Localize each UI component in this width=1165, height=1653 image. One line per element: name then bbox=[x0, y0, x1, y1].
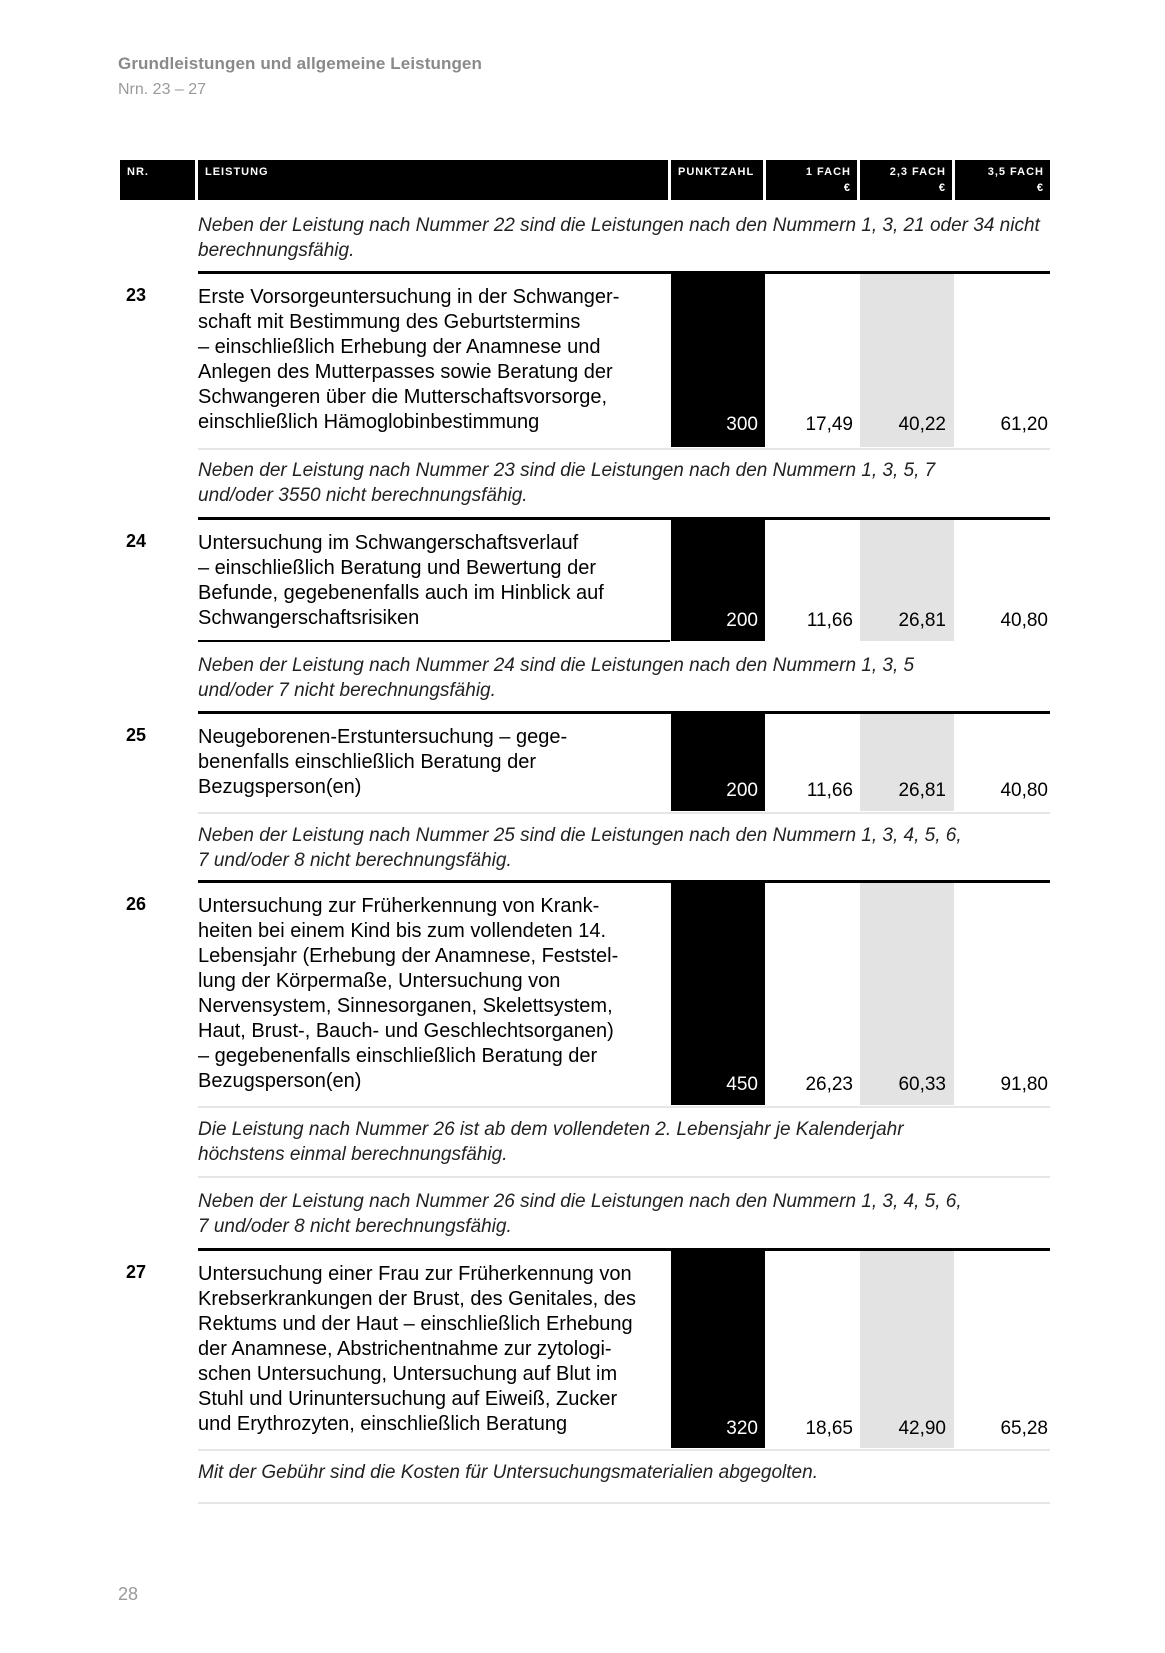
entry-description: Erste Vorsorgeuntersuchung in der Schwanger- schaft mit Bestimmung des Geburtstermins – einschließlich Erhebung der Anamnese und Anlegen des Mutterpasses sowie Beratung der Schwangeren über die Mutterschaftsvorsorge, einschließlich Hämoglobinbestimmung bbox=[198, 286, 620, 433]
fach35-value: 40,80 bbox=[1000, 610, 1048, 631]
fach23-value: 26,81 bbox=[898, 780, 946, 801]
punktzahl-cell-bg bbox=[671, 883, 765, 1105]
header-leistung-label: LEISTUNG bbox=[205, 166, 269, 178]
fach35-value: 40,80 bbox=[1000, 780, 1048, 801]
punktzahl-value: 320 bbox=[726, 1418, 758, 1439]
row-divider bbox=[198, 640, 670, 642]
entry-description: Untersuchung einer Frau zur Früherkennung von Krebserkrankungen der Brust, des Genitales, des Rektums und der Haut – einschließlich Erhebung der Anamnese, Abstrichentnahme zur zytologi- schen Untersuchung, Untersuchung auf Blut im Stuhl und Urinuntersuchung auf Eiweiß, Zucker und Erythrozyten, einschließlich Beratung bbox=[198, 1263, 637, 1435]
header-fach23-label: 2,3 FACH bbox=[889, 166, 946, 178]
note-divider bbox=[198, 1502, 1050, 1504]
note-divider bbox=[198, 1176, 1050, 1178]
header-punktzahl-label: PUNKTZAHL bbox=[678, 166, 755, 178]
entry-number: 27 bbox=[126, 1262, 147, 1282]
fach23-value: 26,81 bbox=[898, 610, 946, 631]
fach23-cell-bg bbox=[860, 883, 954, 1105]
fach1-value: 11,66 bbox=[806, 610, 853, 631]
entry-note: Neben der Leistung nach Nummer 25 sind die Leistungen nach den Nummern 1, 3, 4, 5, 6, 7 und/oder 8 nicht berechnungsfähig. bbox=[198, 825, 962, 871]
fach23-value: 60,33 bbox=[898, 1074, 946, 1095]
page-subtitle: Nrn. 23 – 27 bbox=[118, 81, 207, 98]
punktzahl-value: 450 bbox=[726, 1074, 758, 1095]
header-fach1-currency: € bbox=[843, 182, 851, 194]
header-fach23-currency: € bbox=[938, 182, 946, 194]
header-nr-label: NR. bbox=[127, 166, 149, 178]
header-fach35-label: 3,5 FACH bbox=[987, 166, 1044, 178]
entry-description: Neugeborenen-Erstuntersuchung – gege- benenfalls einschließlich Beratung der Bezugsperson(en) bbox=[198, 726, 568, 798]
entry-note: Neben der Leistung nach Nummer 23 sind die Leistungen nach den Nummern 1, 3, 5, 7 und/oder 3550 nicht berechnungsfähig. bbox=[198, 460, 936, 506]
entry-number: 24 bbox=[126, 531, 147, 551]
header-fach35-currency: € bbox=[1036, 182, 1044, 194]
punktzahl-value: 200 bbox=[726, 780, 758, 801]
entry-note: Mit der Gebühr sind die Kosten für Untersuchungsmaterialien abgegolten. bbox=[198, 1462, 818, 1483]
fach1-value: 26,23 bbox=[805, 1074, 853, 1095]
fach1-value: 17,49 bbox=[805, 414, 853, 435]
entry-note: Die Leistung nach Nummer 26 ist ab dem vollendeten 2. Lebensjahr je Kalenderjahr höchstens einmal berechnungsfähig. bbox=[198, 1119, 904, 1165]
entry-description: Untersuchung zur Früherkennung von Krank- heiten bei einem Kind bis zum vollendeten 14. Lebensjahr (Erhebung der Anamnese, Feststel- lung der Körpermaße, Untersuchung von Nervensystem, Sinnesorganen, Skelettsystem, Haut, Brust-, Bauch- und Geschlechtsorganen) – gegebenenfalls einschließlich Beratung der Bezugsperson(en) bbox=[198, 895, 619, 1092]
punktzahl-value: 300 bbox=[726, 414, 758, 435]
fach35-value: 65,28 bbox=[1000, 1418, 1048, 1439]
page-title: Grundleistungen und allgemeine Leistungen bbox=[118, 54, 482, 73]
row-divider bbox=[198, 1449, 1050, 1451]
entry-note: Neben der Leistung nach Nummer 24 sind die Leistungen nach den Nummern 1, 3, 5 und/oder 7 nicht berechnungsfähig. bbox=[198, 655, 915, 701]
header-fach1-label: 1 FACH bbox=[805, 166, 851, 178]
row-divider bbox=[198, 812, 1050, 814]
fach35-value: 91,80 bbox=[1000, 1074, 1048, 1095]
fach1-value: 18,65 bbox=[805, 1418, 853, 1439]
row-divider bbox=[198, 1106, 1050, 1108]
punktzahl-value: 200 bbox=[726, 610, 758, 631]
fach23-value: 40,22 bbox=[898, 414, 946, 435]
row-divider bbox=[198, 448, 1050, 450]
entry-description: Untersuchung im Schwangerschaftsverlauf – einschließlich Beratung und Bewertung der Befunde, gegebenenfalls auch im Hinblick auf Schwangerschaftsrisiken bbox=[198, 532, 604, 629]
fach1-value: 11,66 bbox=[806, 780, 853, 801]
fach23-value: 42,90 bbox=[898, 1418, 946, 1439]
entry-number: 26 bbox=[126, 894, 147, 914]
page-number: 28 bbox=[118, 1584, 139, 1604]
entry-number: 23 bbox=[126, 285, 147, 305]
entry-number: 25 bbox=[126, 725, 147, 745]
intro-note: Neben der Leistung nach Nummer 22 sind die Leistungen nach den Nummern 1, 3, 21 oder 34 nicht berechnungsfähig. bbox=[198, 215, 1040, 261]
fach35-value: 61,20 bbox=[1000, 414, 1048, 435]
entry-note: Neben der Leistung nach Nummer 26 sind die Leistungen nach den Nummern 1, 3, 4, 5, 6, 7 und/oder 8 nicht berechnungsfähig. bbox=[198, 1191, 962, 1237]
